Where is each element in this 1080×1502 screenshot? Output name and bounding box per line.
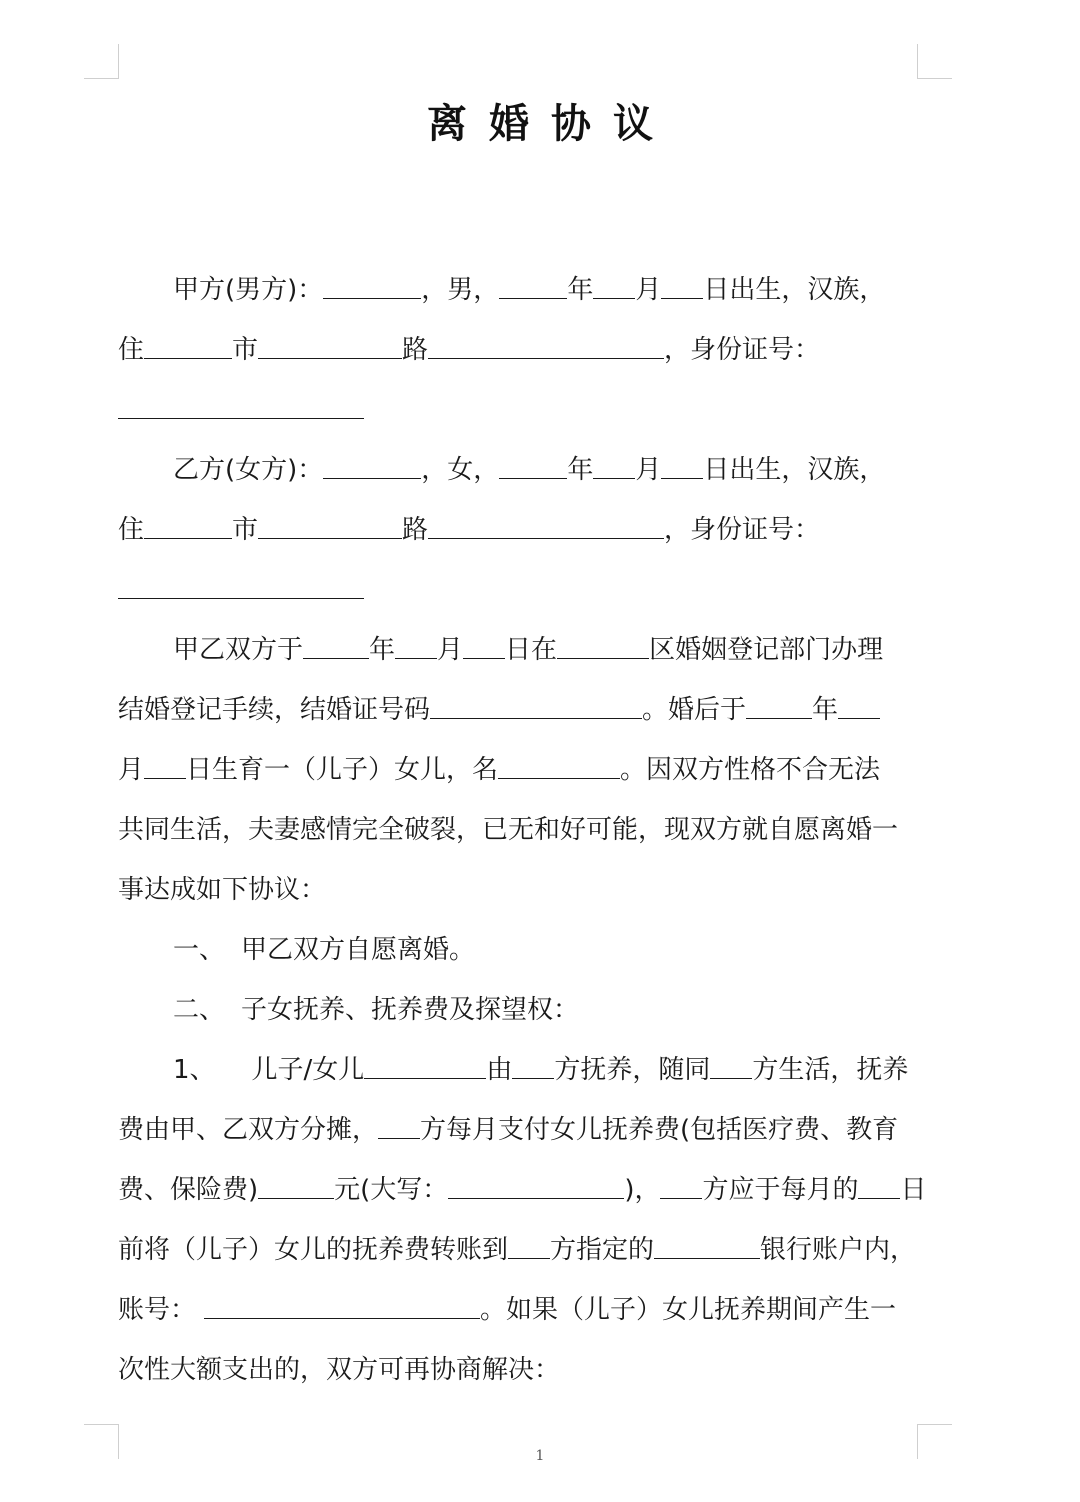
blank-field: [303, 634, 369, 659]
blank-field: [746, 694, 812, 719]
blank-field: [512, 1054, 554, 1079]
blank-field: [428, 514, 664, 539]
item-1-line-6: 次性大额支出的，双方可再协商解决：: [118, 1355, 561, 1385]
text: 区婚姻登记部门办理: [649, 635, 884, 665]
item-number: 1、: [173, 1055, 216, 1085]
text: 月: [437, 635, 464, 665]
text: 月: [118, 755, 145, 785]
clause-number: 二、: [173, 995, 226, 1025]
crop-mark-top-right: [917, 44, 952, 79]
blank-field: [661, 454, 703, 479]
blank-field: [593, 454, 635, 479]
blank-field: [838, 694, 880, 719]
blank-field: [144, 754, 186, 779]
text: ，身份证号：: [664, 515, 821, 545]
text: 费由甲、乙双方分摊，: [118, 1115, 379, 1145]
blank-field: [593, 274, 635, 299]
clause-1: [118, 920, 918, 980]
text: 月: [635, 275, 662, 305]
text: )，: [624, 1175, 661, 1205]
party-b-line-2: [118, 500, 918, 560]
text: 方生活，抚养: [752, 1055, 909, 1085]
text: 方指定的: [550, 1235, 655, 1265]
crop-mark-top-left: [84, 44, 119, 79]
party-a-line-1: [118, 260, 918, 320]
text: 甲方(男方)：: [173, 275, 324, 305]
clause-text: 甲乙双方自愿离婚。: [241, 935, 476, 965]
marriage-line-3: [118, 740, 918, 800]
text: 银行账户内，: [760, 1235, 917, 1265]
text: 甲乙双方于: [173, 635, 304, 665]
text: 市: [232, 515, 259, 545]
marriage-line-5: 事达成如下协议：: [118, 875, 327, 905]
text: 市: [232, 335, 259, 365]
blank-field: [395, 634, 437, 659]
text: 儿子/女儿: [251, 1055, 365, 1085]
blank-field: [499, 454, 567, 479]
text: 住: [118, 335, 145, 365]
text: 。因双方性格不合无法: [620, 755, 881, 785]
text: 元(大写：: [334, 1175, 449, 1205]
text: 年: [567, 275, 594, 305]
blank-field: [499, 274, 567, 299]
account-number-blank: [204, 1294, 480, 1319]
text: 路: [402, 515, 429, 545]
page-number: 1: [535, 1448, 545, 1464]
text: 住: [118, 515, 145, 545]
text: 账号：: [118, 1295, 197, 1325]
blank-field: [258, 1174, 334, 1199]
text: 费、保险费): [118, 1175, 259, 1205]
clause-2: [118, 980, 918, 1040]
text: 年: [369, 635, 396, 665]
document-body: [118, 260, 927, 1400]
blank-field: [498, 754, 620, 779]
text: ，女，: [421, 455, 500, 485]
text: 前将（儿子）女儿的抚养费转账到: [118, 1235, 509, 1265]
party-a-line-2: [118, 320, 918, 380]
text: 由: [486, 1055, 513, 1085]
text: 方应于每月的: [702, 1175, 859, 1205]
blank-field: [144, 334, 232, 359]
marriage-line-2: [118, 680, 918, 740]
party-b-line-1: [118, 440, 918, 500]
text: ，男，: [421, 275, 500, 305]
party-a-line-3: [118, 380, 918, 440]
text: 日出生，汉族，: [703, 275, 886, 305]
blank-field: [428, 334, 664, 359]
blank-field: [508, 1234, 550, 1259]
item-1-line-4: [118, 1220, 918, 1280]
text: 日生育一（儿子）女儿，名: [186, 755, 499, 785]
item-1-line-2: [118, 1100, 918, 1160]
marriage-line-1: [118, 620, 918, 680]
blank-field: [463, 634, 505, 659]
blank-field: [448, 1174, 624, 1199]
document-title: 离婚协议: [427, 101, 675, 147]
item-1-line-5: [118, 1280, 918, 1340]
blank-field: [710, 1054, 752, 1079]
id-number-blank: [118, 574, 364, 599]
blank-field: [660, 1174, 702, 1199]
blank-field: [858, 1174, 900, 1199]
blank-field: [323, 274, 421, 299]
item-1-line-1: [118, 1040, 918, 1100]
text: 方抚养，随同: [554, 1055, 711, 1085]
text: 月: [635, 455, 662, 485]
party-b-line-3: [118, 560, 918, 620]
blank-field: [258, 514, 402, 539]
text: 日在: [505, 635, 558, 665]
blank-field: [144, 514, 232, 539]
text: 年: [567, 455, 594, 485]
blank-field: [654, 1234, 760, 1259]
id-number-blank: [118, 394, 364, 419]
text: ，身份证号：: [664, 335, 821, 365]
blank-field: [661, 274, 703, 299]
text: 年: [812, 695, 839, 725]
clause-text: 子女抚养、抚养费及探望权：: [241, 995, 580, 1025]
marriage-line-4: 共同生活，夫妻感情完全破裂，已无和好可能，现双方就自愿离婚一: [118, 815, 899, 845]
text: 。如果（儿子）女儿抚养期间产生一: [480, 1295, 897, 1325]
blank-field: [430, 694, 642, 719]
text: 乙方(女方)：: [173, 455, 324, 485]
text: 日出生，汉族，: [703, 455, 886, 485]
blank-field: [258, 334, 402, 359]
blank-field: [364, 1054, 486, 1079]
blank-field: [378, 1114, 420, 1139]
clause-number: 一、: [173, 935, 226, 965]
text: 结婚登记手续，结婚证号码: [118, 695, 431, 725]
item-1-line-3: [118, 1160, 927, 1220]
text: 。婚后于: [642, 695, 747, 725]
text: 方每月支付女儿抚养费(包括医疗费、教育: [420, 1115, 899, 1145]
blank-field: [323, 454, 421, 479]
blank-field: [557, 634, 649, 659]
text: 路: [402, 335, 429, 365]
text: 日: [900, 1175, 927, 1205]
